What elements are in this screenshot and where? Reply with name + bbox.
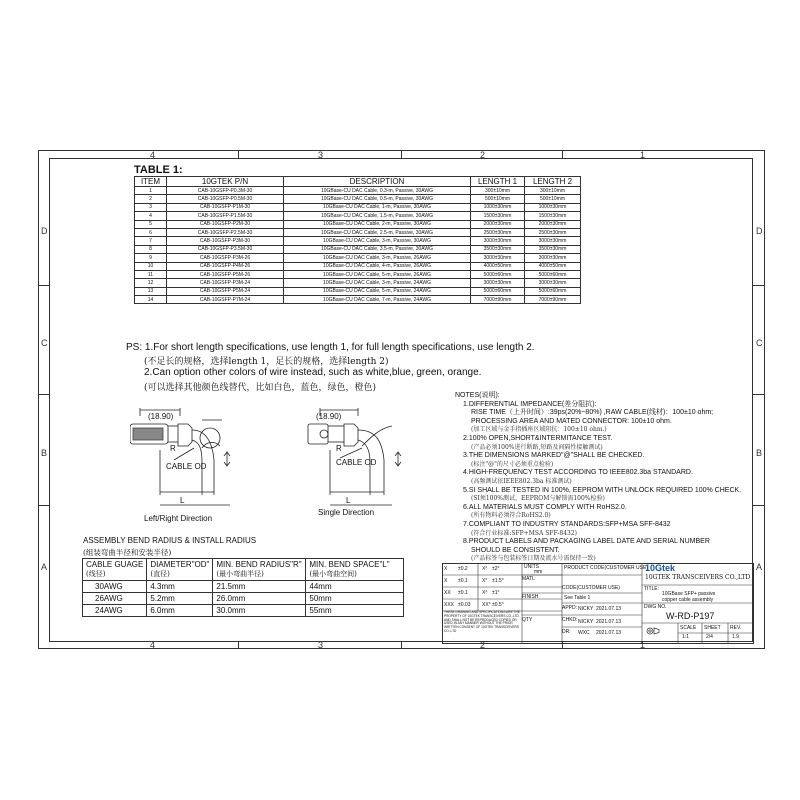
dwg-no: W-RD-P197 xyxy=(666,611,715,621)
table-cell: CAB-10GSFP-P7M-24 xyxy=(167,296,284,304)
table-cell: 3000±30mm xyxy=(471,279,525,287)
table-cell: CAB-10GSFP-P4M-26 xyxy=(167,262,284,270)
table-row xyxy=(135,270,581,278)
cable-od-left: CABLE OD xyxy=(166,462,207,471)
zone-tick xyxy=(562,150,563,158)
left-right-direction-caption: Left/Right Direction xyxy=(144,514,213,523)
table-cell: 2000±30mm xyxy=(471,220,525,228)
table-cell: 4000±50mm xyxy=(471,262,525,270)
bend-col-radius: MIN. BEND RADIUS"R" (最小弯曲半径) xyxy=(213,559,306,581)
qty-label: QTY xyxy=(522,617,533,623)
units-label: UNITS xyxy=(524,564,539,570)
table-cell: 10GBase-CU DAC Cable, 1.5-m, Passive, 30AWG xyxy=(284,212,471,220)
table-cell: 10GBase-CU DAC Cable, 4-m, Passive, 26AWG xyxy=(284,262,471,270)
dr-name: WXC xyxy=(578,630,590,636)
table-cell: 10GBase-CU DAC Cable, 2-m, Passive, 30AWG xyxy=(284,220,471,228)
table-cell: CAB-10GSFP-P5M-26 xyxy=(167,270,284,278)
chkd-label: CHKD: xyxy=(562,617,578,623)
bend-table-title: ASSEMBLY BEND RADIUS & INSTALL RADIUS xyxy=(83,536,257,545)
tolerance-cell: ±0.5° xyxy=(492,602,504,608)
zone-left-b: B xyxy=(41,448,48,458)
table-cell: 300±10mm xyxy=(525,187,581,195)
table-cell: 3000±30mm xyxy=(525,279,581,287)
appd-label: APPD: xyxy=(562,605,578,611)
table-row xyxy=(135,245,581,253)
zone-right-b: B xyxy=(756,448,763,458)
table-cell: 3000±30mm xyxy=(525,254,581,262)
tolerance-cell: ±0.03 xyxy=(458,602,471,608)
cable-od-right: CABLE OD xyxy=(336,458,377,467)
table-cell: 10 xyxy=(135,262,167,270)
table-cell: 5000±60mm xyxy=(471,270,525,278)
note-5-cn: (SI须100%测试，EEPROM与解锁需100%检验) xyxy=(471,495,605,503)
matl-label: MATL xyxy=(522,576,535,582)
table-row xyxy=(135,195,581,203)
bend-col-diameter: DIAMETER"OD" (直径) xyxy=(147,559,213,581)
zone-top-4: 4 xyxy=(150,150,156,160)
col-description: DESCRIPTION xyxy=(284,177,471,187)
bend-col-space: MIN. BEND SPACE"L" (最小弯曲空间) xyxy=(306,559,404,581)
table-cell: 10GBase-CU DAC Cable, 0.5-m, Passive, 30AWG xyxy=(284,195,471,203)
table-cell: CAB-10GSFP-P5M-24 xyxy=(167,287,284,295)
zone-left-a: A xyxy=(41,562,48,572)
scale-label: SCALE xyxy=(680,625,697,631)
table-cell: 1000±30mm xyxy=(525,203,581,211)
table-cell: 30.0mm xyxy=(213,605,306,617)
table-cell: 10GBase-CU DAC Cable, 7-m, Passive, 24AWG xyxy=(284,296,471,304)
tolerance-cell: X xyxy=(444,578,448,584)
table-cell: 8 xyxy=(135,245,167,253)
table-cell: 10GBase-CU DAC Cable, 3-m, Passive, 26AWG xyxy=(284,254,471,262)
projection-symbol-icon xyxy=(646,626,660,636)
table-cell: CAB-10GSFP-P0.5M-30 xyxy=(167,195,284,203)
table-cell: 6.0mm xyxy=(147,605,213,617)
dim-18-90-right: (18.90) xyxy=(316,412,342,421)
zone-tick xyxy=(401,150,402,158)
table-cell: CAB-10GSFP-P0.3M-30 xyxy=(167,187,284,195)
zone-tick xyxy=(238,150,239,158)
bend-radius-table xyxy=(82,558,404,617)
table-cell: 5000±60mm xyxy=(525,287,581,295)
table-cell: 5000±60mm xyxy=(471,287,525,295)
table-cell: 12 xyxy=(135,279,167,287)
rev-label: REV. xyxy=(730,625,742,631)
note-4: 4.HIGH-FREQUENCY TEST ACCORDING TO IEEE802.3ba STANDARD. xyxy=(463,469,693,477)
ps-line2-cn: (可以选择其他颜色线替代，比如白色，蓝色，绿色，橙色) xyxy=(144,383,377,393)
dwg-no-label: DWG NO. xyxy=(644,604,667,610)
table-cell: 9 xyxy=(135,254,167,262)
note-5: 5.SI SHALL BE TESTED IN 100%, EEPROM WITH UNLOCK REQUIRED 100% CHECK. xyxy=(463,486,742,494)
ps-line2: 2.Can option other colors of wire instead, such as white,blue, green, orange. xyxy=(144,367,482,378)
table-cell: CAB-10GSFP-P2.5M-30 xyxy=(167,228,284,236)
note-1: 1.DIFFERENTIAL IMPEDANCE(差分阻抗): xyxy=(463,400,597,408)
note-2: 2.100% OPEN,SHORT&INTERMITANCE TEST. xyxy=(463,434,613,442)
table-row xyxy=(135,296,581,304)
table-cell: 1000±30mm xyxy=(471,203,525,211)
col-item: ITEM xyxy=(135,177,167,187)
table-cell: CAB-10GSFP-P1M-30 xyxy=(167,203,284,211)
tolerance-cell: ±0.2 xyxy=(458,566,468,572)
length-l-left: L xyxy=(180,496,185,505)
sheet-value: 2/4 xyxy=(706,634,713,640)
note-8b: SHOULD BE CONSISTENT. xyxy=(471,546,560,554)
table-cell: 5.2mm xyxy=(147,593,213,605)
bend-r-right: R xyxy=(336,444,342,453)
note-8: 8.PRODUCT LABELS AND PACKAGING LABEL DATE AND SERIAL NUMBER xyxy=(463,538,710,546)
zone-top-1: 1 xyxy=(640,150,646,160)
table-cell: 26AWG xyxy=(83,593,147,605)
zone-left-c: C xyxy=(41,338,48,348)
part-number-table xyxy=(134,176,581,304)
note-7-cn: (符合行业标准:SFP+MSA SFF-8432) xyxy=(471,529,577,537)
chkd-name: NICKY xyxy=(578,619,594,625)
finish-label: FINISH xyxy=(522,594,539,600)
table1-title: TABLE 1: xyxy=(134,164,183,176)
table-cell: 10GBase-CU DAC Cable, 0.3-m, Passive, 30AWG xyxy=(284,187,471,195)
note-1a: RISE TIME（上升时间）:39ps(20%~80%) ,RAW CABLE(线材)：100±10 ohm; xyxy=(471,409,714,417)
note-6: 6.ALL MATERIALS MUST COMPLY WITH RoHS2.0. xyxy=(463,503,627,511)
units-value: mm xyxy=(534,569,543,575)
note-7: 7.COMPLIANT TO INDUSTRY STANDARDS:SFP+MSA SFF-8432 xyxy=(463,520,671,528)
table-cell: 3500±30mm xyxy=(471,245,525,253)
appd-date: 2021.07.13 xyxy=(596,606,622,612)
table-cell: 2500±30mm xyxy=(525,228,581,236)
table-cell: 55mm xyxy=(306,605,404,617)
tolerance-cell: XX° xyxy=(482,602,491,608)
table-cell: 500±10mm xyxy=(471,195,525,203)
length-l-right: L xyxy=(346,496,351,505)
zone-right-d: D xyxy=(756,226,763,236)
title-label: TITLE: xyxy=(644,586,660,592)
table-cell: 5 xyxy=(135,220,167,228)
table-cell: 7 xyxy=(135,237,167,245)
tolerance-cell: XX xyxy=(444,590,451,596)
note-3-cn: (标注"@"的尺寸必须重点检验) xyxy=(471,460,554,468)
table-cell: 26.0mm xyxy=(213,593,306,605)
product-code-label: PRODUCT CODE(CUSTOMER USE) xyxy=(564,565,648,571)
table-cell: 500±10mm xyxy=(525,195,581,203)
table-cell: 3500±30mm xyxy=(525,245,581,253)
table-cell: 30AWG xyxy=(83,581,147,593)
note-4-cn: (高频测试依IEEE802.3ba 标准测试) xyxy=(471,477,572,485)
ps-line1-cn: (不足长的规格，选择length 1，足长的规格，选择length 2) xyxy=(144,357,389,367)
tolerance-cell: ±1.5° xyxy=(492,578,504,584)
tolerance-cell: XXX xyxy=(444,602,455,608)
table-cell: CAB-10GSFP-P1.5M-30 xyxy=(167,212,284,220)
table-cell: 7000±90mm xyxy=(525,296,581,304)
rev-value: 1.9 xyxy=(732,634,739,640)
zone-bottom-3: 3 xyxy=(318,640,324,650)
table-cell: 21.5mm xyxy=(213,581,306,593)
col-pn: 10GTEK P/N xyxy=(167,177,284,187)
note-1c: (加工区域与金手指插座区域阻抗：100±10 ohm.) xyxy=(471,426,607,434)
zone-top-3: 3 xyxy=(318,150,324,160)
tolerance-cell: ±0.1 xyxy=(458,590,468,596)
table-cell: 4000±50mm xyxy=(525,262,581,270)
table-cell: 10GBase-CU DAC Cable, 3-m, Passive, 30AWG xyxy=(284,237,471,245)
ps-line1: PS: 1.For short length specifications, use length 1, for full length specifications, use length 2. xyxy=(126,342,535,353)
table-cell: 44mm xyxy=(306,581,404,593)
title-line2: copper cable assembly xyxy=(662,597,714,603)
zone-tick xyxy=(38,394,49,395)
title-line1: 10GBase SFP+ passive xyxy=(662,591,716,597)
notes-title: NOTES(说明): xyxy=(455,392,500,399)
table-cell: 11 xyxy=(135,270,167,278)
tolerance-cell: ±1° xyxy=(492,590,500,596)
see-table-1: See Table 1 xyxy=(564,595,591,601)
table-cell: 1500±30mm xyxy=(525,212,581,220)
table-row xyxy=(135,254,581,262)
note-2-cn: (产品必须100%进行断路,短路及间隔性接触测试) xyxy=(471,443,603,451)
tolerance-cell: X° xyxy=(482,578,488,584)
tolerance-cell: X° xyxy=(482,566,488,572)
zone-bottom-1: 1 xyxy=(640,640,646,650)
table-cell: 3 xyxy=(135,203,167,211)
table-cell: 10GBase-CU DAC Cable, 1-m, Passive, 30AWG xyxy=(284,203,471,211)
zone-tick xyxy=(238,642,239,649)
table-cell: 3000±30mm xyxy=(471,254,525,262)
table-cell: 24AWG xyxy=(83,605,147,617)
tolerance-cell: X° xyxy=(482,590,488,596)
note-6-cn: (所有物料必须符合RoHS2.0) xyxy=(471,512,551,520)
note-3: 3.THE DIMENSIONS MARKED"@"SHALL BE CHECKED. xyxy=(463,452,645,460)
table-row xyxy=(135,279,581,287)
table-cell: 3000±30mm xyxy=(525,237,581,245)
dr-date: 2021.07.13 xyxy=(596,630,622,636)
table-cell: 10GBase-CU DAC Cable, 5-m, Passive, 24AWG xyxy=(284,287,471,295)
table-cell: 10GBase-CU DAC Cable, 2.5-m, Passive, 30AWG xyxy=(284,228,471,236)
single-direction-caption: Single Direction xyxy=(318,508,375,517)
zone-bottom-4: 4 xyxy=(150,640,156,650)
table-cell: 3000±30mm xyxy=(471,237,525,245)
table-cell: 2000±30mm xyxy=(525,220,581,228)
table-row xyxy=(135,220,581,228)
company-logo: 10Gtek xyxy=(645,563,676,573)
appd-name: NICKY xyxy=(578,606,594,612)
bend-r-left: R xyxy=(170,444,176,453)
note-8-cn: (产品标签与包装标签日期及流水号需保持一致) xyxy=(471,555,596,563)
dr-label: DR: xyxy=(562,629,571,635)
chkd-date: 2021.07.13 xyxy=(596,619,622,625)
customer-code-label: CODE(CUSTOMER USE) xyxy=(562,585,620,591)
table-cell: CAB-10GSFP-P3M-30 xyxy=(167,237,284,245)
col-length2: LENGTH 2 xyxy=(525,177,581,187)
zone-right-a: A xyxy=(756,562,763,572)
table-cell: 50mm xyxy=(306,593,404,605)
table-row xyxy=(83,581,404,593)
tolerance-cell: ±0.1 xyxy=(458,578,468,584)
table-row xyxy=(135,187,581,195)
table-cell: CAB-10GSFP-P3.5M-30 xyxy=(167,245,284,253)
dim-18-90-left: (18.90) xyxy=(148,412,174,421)
scale-value: 1:1 xyxy=(682,634,689,640)
table-cell: 2500±30mm xyxy=(471,228,525,236)
sheet-label: SHEET xyxy=(704,625,721,631)
table-cell: 2 xyxy=(135,195,167,203)
table-cell: CAB-10GSFP-P3M-24 xyxy=(167,279,284,287)
table-cell: 300±10mm xyxy=(471,187,525,195)
table-cell: 5000±60mm xyxy=(525,270,581,278)
col-length1: LENGTH 1 xyxy=(471,177,525,187)
table-cell: 14 xyxy=(135,296,167,304)
zone-left-d: D xyxy=(41,226,48,236)
note-1b: PROCESSING AREA AND MATED CONNECTOR: 100±10 ohm. xyxy=(471,417,672,425)
table-row xyxy=(83,593,404,605)
table-cell: 1 xyxy=(135,187,167,195)
bend-radius-table-body xyxy=(83,581,404,617)
table-row xyxy=(83,605,404,617)
zone-right-c: C xyxy=(756,338,763,348)
table-cell: 4.3mm xyxy=(147,581,213,593)
zone-top-2: 2 xyxy=(480,150,486,160)
notes-block xyxy=(455,392,765,564)
zone-tick xyxy=(401,642,402,649)
table-cell: 1500±30mm xyxy=(471,212,525,220)
table-cell: 6 xyxy=(135,228,167,236)
table-cell: 13 xyxy=(135,287,167,295)
zone-tick xyxy=(38,285,49,286)
bend-col-guage: CABLE GUAGE (线径) xyxy=(83,559,147,581)
table-cell: CAB-10GSFP-P2M-30 xyxy=(167,220,284,228)
zone-bottom-2: 2 xyxy=(480,640,486,650)
table-cell: 10GBase-CU DAC Cable, 5-m, Passive, 26AWG xyxy=(284,270,471,278)
table-row xyxy=(135,203,581,211)
tolerance-cell: ±2° xyxy=(492,566,500,572)
table-row xyxy=(135,237,581,245)
table-cell: 10GBase-CU DAC Cable, 3.5-m, Passive, 30AWG xyxy=(284,245,471,253)
company-name: 10GTEK TRANSCEIVERS CO.,LTD xyxy=(645,574,751,581)
table-cell: 10GBase-CU DAC Cable, 3-m, Passive, 24AWG xyxy=(284,279,471,287)
part-number-table-body xyxy=(135,187,581,304)
table-row xyxy=(135,287,581,295)
zone-tick xyxy=(38,505,49,506)
table-row xyxy=(135,262,581,270)
table-row xyxy=(135,228,581,236)
proprietary-notice: THESE DRAWING AND SPECIFICATIONS ARE THE PROPERTY OF 10GTEK TRANSCEIVERS CO.,LTD. AND SHALL NOT BE REPRODUCED COPIED OR USED IN ANY MANNER WITHOUT THE PRIOR WRITTEN CONSENT OF 10GTEK TRANSCEIVERS CO.,LTD xyxy=(444,610,520,633)
tolerance-cell: X xyxy=(444,566,448,572)
table-cell: CAB-10GSFP-P3M-26 xyxy=(167,254,284,262)
bend-table-title-cn: (组装弯曲半径和安装半径) xyxy=(83,548,172,557)
table-cell: 4 xyxy=(135,212,167,220)
table-row xyxy=(135,212,581,220)
zone-tick xyxy=(753,285,765,286)
table-cell: 7000±90mm xyxy=(471,296,525,304)
